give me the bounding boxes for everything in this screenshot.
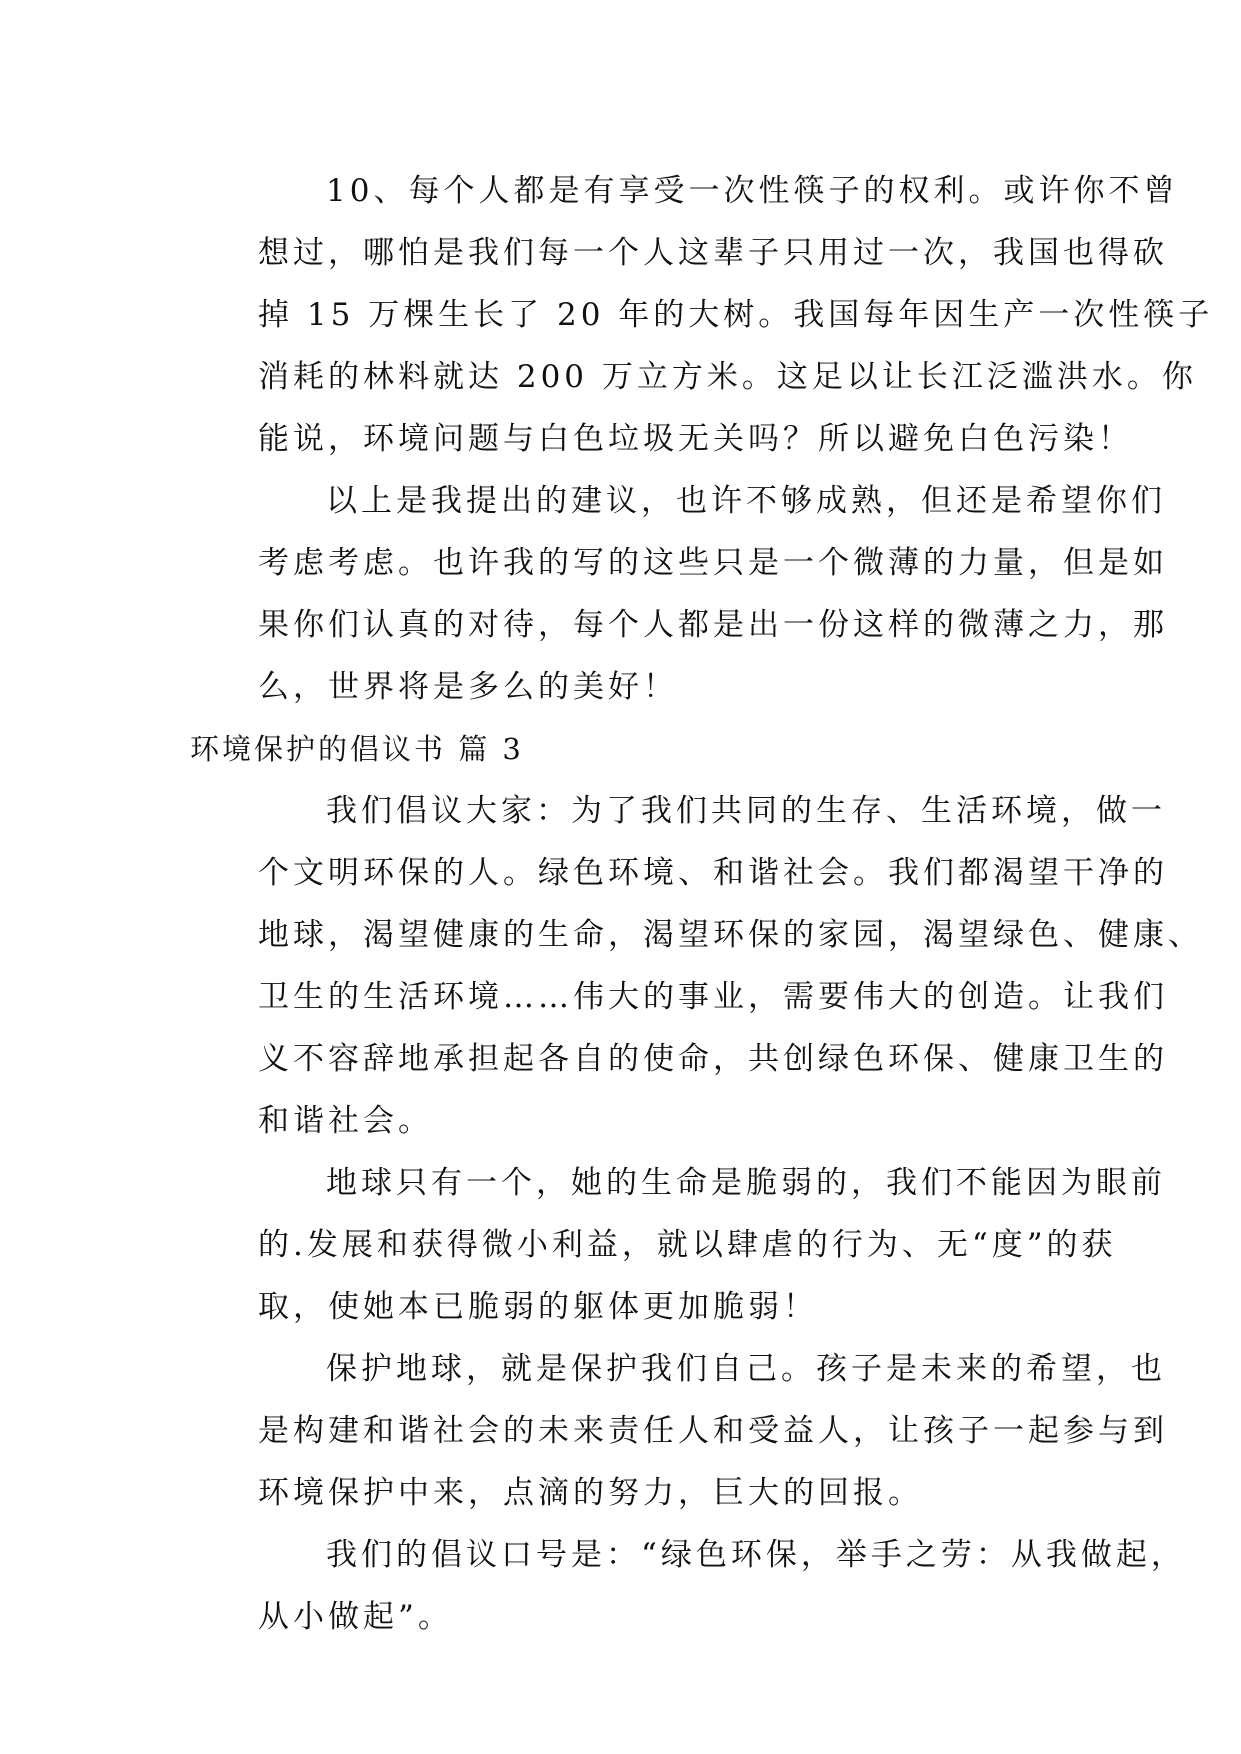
- paragraph-3-line-1: 我们倡议大家：为了我们共同的生存、生活环境，做一: [326, 793, 1166, 829]
- paragraph-4-line-3: 取，使她本已脆弱的躯体更加脆弱！: [258, 1289, 818, 1325]
- paragraph-1-line-4: 消耗的林料就达 200 万立方米。这足以让长江泛滥洪水。你: [258, 359, 1197, 395]
- paragraph-1-line-1: 10、每个人都是有享受一次性筷子的权利。或许你不曾: [326, 173, 1179, 209]
- paragraph-4-line-1: 地球只有一个，她的生命是脆弱的，我们不能因为眼前: [326, 1165, 1166, 1201]
- paragraph-1-line-5: 能说，环境问题与白色垃圾无关吗？所以避免白色污染！: [258, 421, 1133, 457]
- paragraph-5-line-1: 保护地球，就是保护我们自己。孩子是未来的希望，也: [326, 1351, 1166, 1387]
- paragraph-1-line-2: 想过，哪怕是我们每一个人这辈子只用过一次，我国也得砍: [258, 235, 1168, 271]
- paragraph-3-line-4: 卫生的生活环境……伟大的事业，需要伟大的创造。让我们: [258, 979, 1168, 1015]
- paragraph-4: [190, 1152, 1166, 1338]
- paragraph-6-line-2: 从小做起”。: [258, 1599, 453, 1635]
- paragraph-1: [190, 160, 1214, 470]
- paragraph-4-line-2: 的.发展和获得微小利益，就以肆虐的行为、无“度”的获: [258, 1227, 1117, 1263]
- paragraph-2-line-2: 考虑考虑。也许我的写的这些只是一个微薄的力量，但是如: [258, 545, 1168, 581]
- document-body: [190, 160, 1214, 1648]
- paragraph-3-line-6: 和谐社会。: [258, 1103, 433, 1139]
- paragraph-6-line-1: 我们的倡议口号是：“绿色环保，举手之劳：从我做起，: [326, 1537, 1186, 1573]
- paragraph-3: [190, 780, 1203, 1152]
- paragraph-1-line-3: 掉 15 万棵生长了 20 年的大树。我国每年因生产一次性筷子: [258, 297, 1214, 333]
- paragraph-5-line-3: 环境保护中来，点滴的努力，巨大的回报。: [258, 1475, 923, 1511]
- paragraph-6: [190, 1524, 1186, 1648]
- section-heading: 环境保护的倡议书 篇 3: [190, 732, 524, 766]
- paragraph-2-line-4: 么，世界将是多么的美好！: [258, 669, 678, 705]
- paragraph-5-line-2: 是构建和谐社会的未来责任人和受益人，让孩子一起参与到: [258, 1413, 1168, 1449]
- paragraph-2: [190, 470, 1168, 718]
- paragraph-3-line-2: 个文明环保的人。绿色环境、和谐社会。我们都渴望干净的: [258, 855, 1168, 891]
- paragraph-5: [190, 1338, 1168, 1524]
- paragraph-2-line-3: 果你们认真的对待，每个人都是出一份这样的微薄之力，那: [258, 607, 1168, 643]
- paragraph-2-line-1: 以上是我提出的建议，也许不够成熟，但还是希望你们: [326, 483, 1166, 519]
- paragraph-3-line-5: 义不容辞地承担起各自的使命，共创绿色环保、健康卫生的: [258, 1041, 1168, 1077]
- paragraph-3-line-3: 地球，渴望健康的生命，渴望环保的家园，渴望绿色、健康、: [258, 917, 1203, 953]
